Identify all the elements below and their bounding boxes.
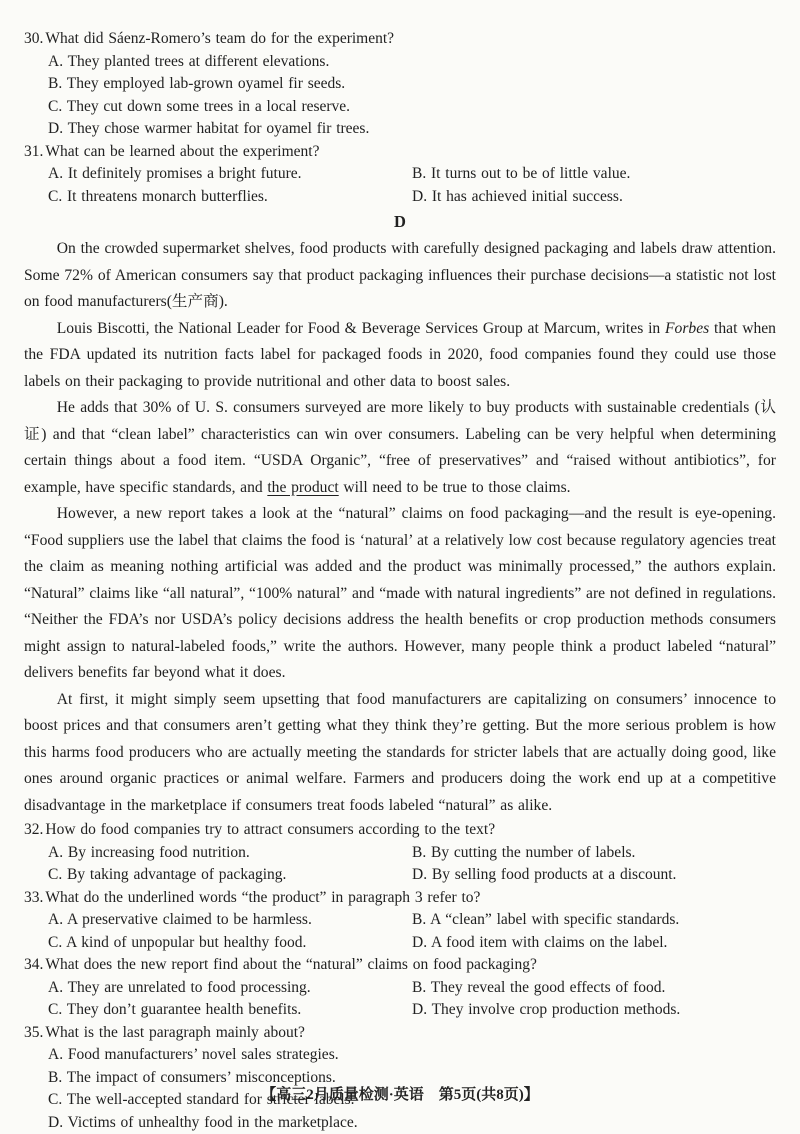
question-number: 34. [24,956,45,973]
question-stem [24,887,776,910]
paragraph-text: that when the FDA updated its nutrition facts label for packaged foods in 2020, food companies found they could use those labels on their packaging to provide nutritional and other data to boost sales. [24,320,776,390]
question-33 [24,887,776,955]
page-footer: 【高三2月质量检测·英语 第5页(共8页)】 [0,1083,800,1104]
option-d: D. A food item with claims on the label. [412,932,776,955]
passage-paragraph-3 [24,395,776,501]
section-label: D [24,209,776,234]
question-stem [24,819,776,842]
option-d: D. Victims of unhealthy food in the marketplace. [48,1112,776,1134]
option-b: B. The impact of consumers’ misconceptions. [48,1067,776,1090]
question-number: 35. [24,1024,45,1041]
option-a: A. By increasing food nutrition. [48,842,412,865]
option-a: A. They planted trees at different elevations. [48,51,776,74]
option-d: D. It has achieved initial success. [412,186,776,209]
question-text: What is the last paragraph mainly about? [45,1024,305,1041]
question-number: 32. [24,821,45,838]
question-number: 30. [24,30,45,47]
paragraph-text: Louis Biscotti, the National Leader for Food & Beverage Services Group at Marcum, writes in [57,320,665,337]
option-a: A. A preservative claimed to be harmless. [48,909,412,932]
option-c: C. They don’t guarantee health benefits. [48,999,412,1022]
option-b: B. By cutting the number of labels. [412,842,776,865]
option-c: C. A kind of unpopular but healthy food. [48,932,412,955]
option-a: A. Food manufacturers’ novel sales strategies. [48,1044,776,1067]
option-d: D. They involve crop production methods. [412,999,776,1022]
passage-paragraph-5: At first, it might simply seem upsetting that food manufacturers are capitalizing on consumers’ innocence to boost prices and that consumers aren’t getting what they think they’re getting. But the more serious problem is how this harms food producers who are actually meeting the standards for stricter labels that are actually doing good, like ones around organic practices or animal welfare. Farmers and producers doing the work end up at a competitive disadvantage in the marketplace if consumers treat foods labeled “natural” as alike. [24,687,776,820]
option-b: B. It turns out to be of little value. [412,163,776,186]
question-stem [24,141,776,164]
question-stem [24,1022,776,1045]
underlined-phrase: the product [267,479,338,496]
option-b: B. A “clean” label with specific standards. [412,909,776,932]
option-d: D. By selling food products at a discount. [412,864,776,887]
question-number: 33. [24,889,45,906]
question-32 [24,819,776,887]
passage-paragraph-4: However, a new report takes a look at the “natural” claims on food packaging—and the result is eye-opening. “Food suppliers use the label that claims the food is ‘natural’ at a relatively low cost because regulatory agencies treat the claim as meaning nothing artificial was added and the product was minimally processed,” the authors explain. “Natural” claims like “all natural”, “100% natural” and “made with natural ingredients” are not defined in regulations. “Neither the FDA’s nor USDA’s policy decisions address the health benefits or crop production methods consumers might assign to natural-labeled foods,” write the authors. However, many people think a product labeled “natural” delivers benefits far beyond what it does. [24,501,776,687]
option-a: A. They are unrelated to food processing. [48,977,412,1000]
passage-paragraph-1: On the crowded supermarket shelves, food products with carefully designed packaging and labels draw attention. Some 72% of American consumers say that product packaging influences their purchase decisions—a statistic not lost on food manufacturers(生产商). [24,236,776,316]
option-b: B. They employed lab-grown oyamel fir seeds. [48,73,776,96]
paragraph-text: will need to be true to those claims. [339,479,571,496]
question-31 [24,141,776,209]
question-text: What did Sáenz-Romero’s team do for the experiment? [45,30,394,47]
question-number: 31. [24,143,45,160]
question-options [24,51,776,141]
question-options [24,909,776,954]
question-text: What does the new report find about the “natural” claims on food packaging? [45,956,537,973]
option-c: C. By taking advantage of packaging. [48,864,412,887]
option-c: C. The well-accepted standard for stricter labels. [48,1089,776,1112]
question-options [24,163,776,208]
question-30 [24,28,776,141]
option-c: C. It threatens monarch butterflies. [48,186,412,209]
question-options [24,842,776,887]
option-d: D. They chose warmer habitat for oyamel fir trees. [48,118,776,141]
passage-paragraph-2 [24,316,776,396]
question-options [24,977,776,1022]
option-c: C. They cut down some trees in a local reserve. [48,96,776,119]
question-35 [24,1022,776,1134]
question-text: What can be learned about the experiment? [45,143,319,160]
option-a: A. It definitely promises a bright future. [48,163,412,186]
question-stem [24,954,776,977]
question-text: What do the underlined words “the product” in paragraph 3 refer to? [45,889,480,906]
question-34 [24,954,776,1022]
question-text: How do food companies try to attract consumers according to the text? [45,821,495,838]
option-b: B. They reveal the good effects of food. [412,977,776,1000]
paragraph-text: He adds that 30% of U. S. consumers surveyed are more likely to buy products with sustainable credentials (认证) and that “clean label” characteristics can win over consumers. Labeling can be very helpful when determining certain things about a food item. “USDA Organic”, “free of preservatives” and “raised without antibiotics”, for example, have specific standards, and [24,399,776,496]
question-stem [24,28,776,51]
forbes-italic-text: Forbes [665,320,709,337]
